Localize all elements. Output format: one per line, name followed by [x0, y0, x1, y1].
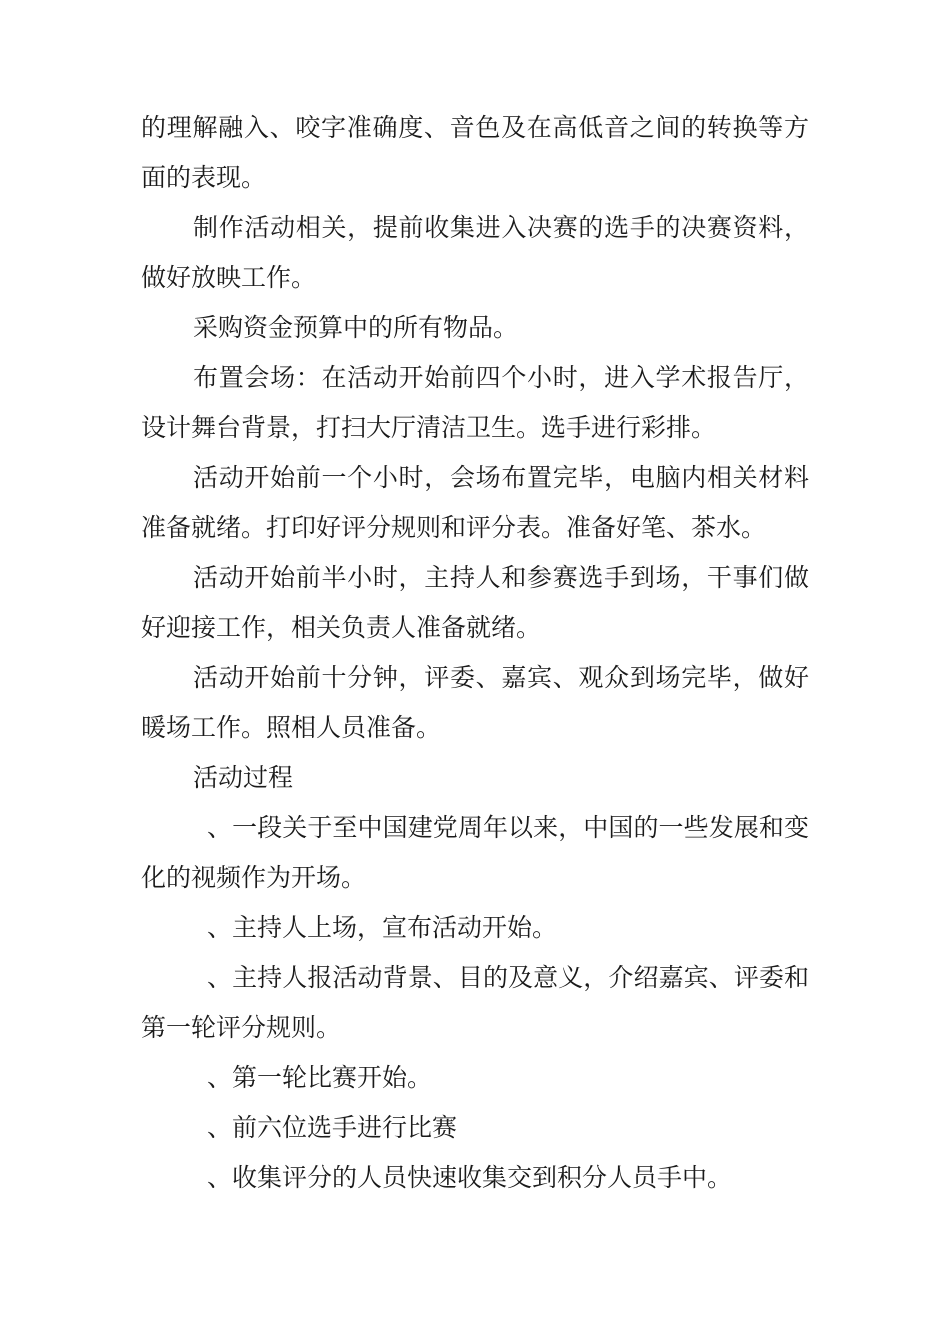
paragraph-one-hour-before: 活动开始前一个小时，会场布置完毕，电脑内相关材料准备就绪。打印好评分规则和评分表。准备好笔、茶水。 [141, 463, 809, 542]
list-item: 、前六位选手进行比赛 [207, 1113, 458, 1142]
paragraph-ten-minutes-before: 活动开始前十分钟，评委、嘉宾、观众到场完毕，做好暖场工作。照相人员准备。 [141, 663, 809, 742]
paragraph-purchase: 采购资金预算中的所有物品。 [193, 313, 519, 342]
document-body [141, 103, 809, 1203]
list-item: 、主持人上场，宣布活动开始。 [207, 913, 558, 942]
paragraph-production: 制作活动相关，提前收集进入决赛的选手的决赛资料，做好放映工作。 [141, 213, 809, 292]
paragraph-venue-setup: 布置会场：在活动开始前四个小时，进入学术报告厅，设计舞台背景，打扫大厅清洁卫生。选手进行彩排。 [141, 363, 809, 442]
list-item: 、一段关于至中国建党周年以来，中国的一些发展和变化的视频作为开场。 [141, 813, 809, 892]
list-item: 、主持人报活动背景、目的及意义，介绍嘉宾、评委和第一轮评分规则。 [141, 963, 809, 1042]
paragraph-continuation: 的理解融入、咬字准确度、音色及在高低音之间的转换等方面的表现。 [141, 113, 809, 192]
section-heading-process: 活动过程 [193, 763, 294, 792]
list-item: 、收集评分的人员快速收集交到积分人员手中。 [207, 1163, 733, 1192]
paragraph-half-hour-before: 活动开始前半小时，主持人和参赛选手到场，干事们做好迎接工作，相关负责人准备就绪。 [141, 563, 809, 642]
list-item: 、第一轮比赛开始。 [207, 1063, 433, 1092]
